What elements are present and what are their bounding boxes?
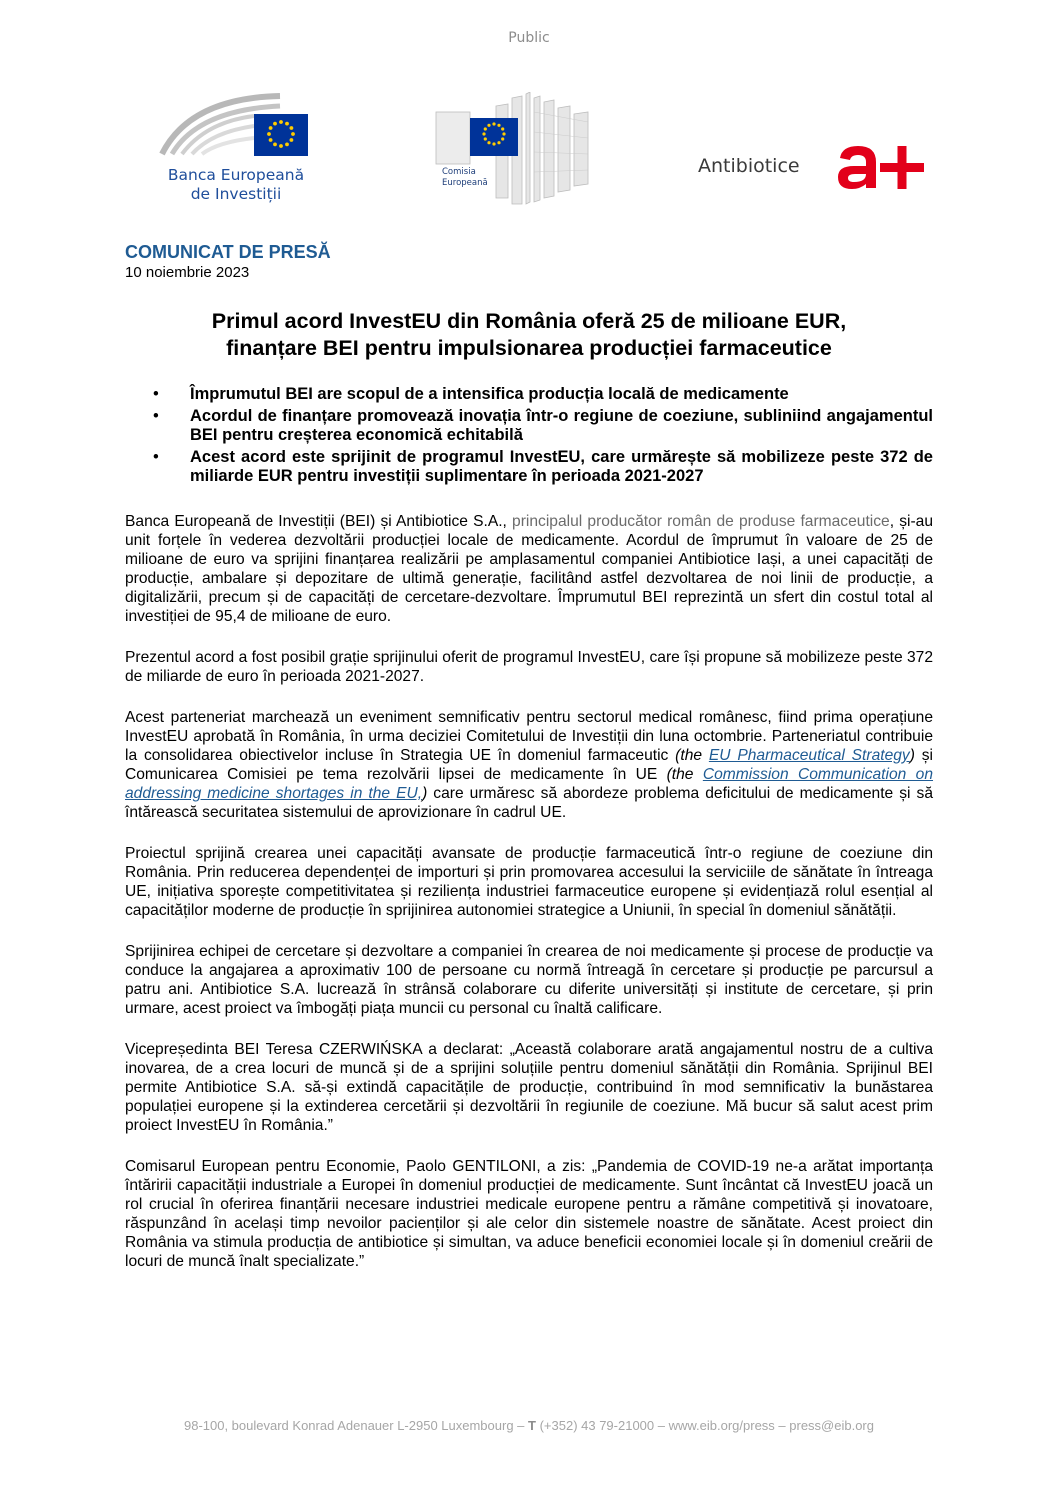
- eib-logo-line2: de Investiții: [190, 185, 282, 203]
- paragraph-text: care urmăresc să abordeze problema deficitului de medicamente și să întărească securitatea sistemului de aprovizionare în cadrul UE.: [125, 785, 933, 821]
- press-release-date: 10 noiembrie 2023: [125, 264, 250, 281]
- paragraph-text: Banca Europeană de Investiții (BEI) și Antibiotice S.A.,: [125, 513, 513, 530]
- medicine-shortages-communication-link[interactable]: Commission Communication on addressing medicine shortages in the EU,: [125, 766, 934, 802]
- antibiotice-logo: [696, 140, 932, 195]
- article-body: [125, 512, 933, 1293]
- eu-pharmaceutical-strategy-link[interactable]: EU Pharmaceutical Strategy: [708, 747, 910, 764]
- eib-logo: [150, 92, 320, 217]
- eib-logo-caption: [156, 166, 316, 204]
- footer-address: 98-100, boulevard Konrad Adenauer L-2950 Luxembourg –: [183, 1418, 529, 1433]
- paragraph-text: ): [909, 747, 915, 764]
- paragraph-investeu: Prezentul acord a fost posibil grație sprijinului oferit de programul InvestEU, care își propune să mobilizeze peste 372 de miliarde de euro în perioada 2021-2027.: [125, 649, 933, 685]
- paragraph-quote-commissioner: Comisarul European pentru Economie, Paolo GENTILONI, a zis: „Pandemia de COVID-19 ne-a arătat importanța întăririi capacității industriale a Europei în domeniul producției de medicamente. Sunt încântat că InvestEU joacă un rol crucial în oferirea finanțării necesare industriei medicale europene pentru a rămâne competitivă și inovatoare, răspunzând în același timp nevoilor pacienților și ale celor din sistemele noastre de sănătate. Acest proiect din România va stimula producția de antibiotice și simultan, va aduce beneficii economiei locale și în domeniul creării de locuri de muncă înalt specializate.”: [125, 1158, 933, 1270]
- antibiotice-a-plus-icon: [836, 142, 928, 192]
- paragraph-research: Sprijinirea echipei de cercetare și dezvoltare a companiei în crearea de noi medicamente și procese de producție va conduce la angajarea a aproximativ 100 de persoane cu normă întreagă în cercetare și producție pe parcursul a patru ani. Antibiotice S.A. lucrează în strânsă colaborare cu diferite universități și institute de cercetare, și prin urmare, acest proiect va îmbogăți piața muncii cu personal cu înaltă calificare.: [125, 943, 933, 1017]
- key-point-text: Acordul de finanțare promovează inovația într-o regiune de coeziune, subliniind angajamentul BEI pentru creșterea economică echitabilă: [190, 407, 933, 444]
- classification-label: Public: [508, 30, 550, 46]
- headline-line1: Primul acord InvestEU din România oferă 25 de milioane EUR,: [211, 309, 847, 333]
- ec-logo-caption: [442, 167, 532, 189]
- company-description: principalul producător român de produse farmaceutice: [512, 513, 890, 530]
- paragraph-partnership: [125, 708, 933, 822]
- bullet-icon: •: [153, 448, 159, 466]
- ec-logo-line1: Comisia: [442, 167, 476, 177]
- paragraph-quote-eib: Vicepreședinta BEI Teresa CZERWIŃSKA a declarat: „Această colaborare arată angajamentul nostru de a cultiva inovarea, de a crea locuri de muncă și de a sprijini soluțiile pentru domeniul sănătății din România. Sprijinul BEI permite Antibiotice S.A. să-și extindă capacitățile de producție, contribuind în mod semnificativ la bunăstarea populației europene și la extinderea cercetării și dezvoltării în regiunile de coeziune. Mă bucur să salut acest prim proiect InvestEU în România.”: [125, 1041, 933, 1134]
- key-point: [125, 407, 933, 445]
- press-release-label: COMUNICAT DE PRESĂ: [125, 242, 331, 262]
- european-commission-logo: [430, 92, 595, 207]
- paragraph-text: (the: [675, 747, 709, 764]
- paragraph-text: , și-au unit forțele în vederea dezvoltării producției locale de medicamente. Acordul de împrumut în valoare de 25 de milioane de euro va sprijini finanțarea realizării pe amplasamentul companiei Antibiotice Iași, a unei capacități de producție, ambalare și depozitare de ultimă generație, facilitând astfel dezvoltarea de noi linii de producție, a digitalizării, precum și de capacități de cercetare-dezvoltare. Împrumutul BEI reprezintă un sfert din costul total al investiției de 95,4 de milioane de euro.: [125, 513, 933, 625]
- key-point: [125, 448, 933, 486]
- key-point-text: Împrumutul BEI are scopul de a intensifica producția locală de medicamente: [190, 385, 789, 403]
- key-point: [125, 385, 933, 404]
- footer-phone-label: T: [528, 1418, 536, 1433]
- paragraph-text: și Comunicarea Comisiei pe tema rezolvării lipsei de medicamente în UE: [125, 747, 934, 783]
- ec-logo-line2: Europeană: [442, 178, 488, 188]
- headline: [125, 308, 933, 362]
- footer-contact: [0, 1418, 1058, 1433]
- paragraph-project: Proiectul sprijină crearea unei capacități avansate de producție farmaceutică într-o regiune de coeziune din România. Prin reducerea dependenței de importuri și prin promovarea accesului la serviciile de sănătate în întreaga UE, inițiativa sporește competitivitatea și reziliența industriei farmaceutice europene și evidențiază rolul esențial al capacităților moderne de producție în sprijinirea autonomiei strategice a Uniunii, în special în domeniul sănătății.: [125, 845, 933, 919]
- paragraph-text: Acest parteneriat marchează un eveniment semnificativ pentru sectorul medical românesc, fiind prima operațiune InvestEU aprobată în România, în urma deciziei Comitetului de Investiții din luna octombrie. Parteneriatul contribuie la consolidarea obiectivelor incluse în Strategia UE în domeniul farmaceutic: [125, 709, 933, 764]
- key-point-text: Acest acord este sprijinit de programul InvestEU, care urmărește să mobilizeze peste 372 de miliarde EUR pentru investiții suplimentare în perioada 2021-2027: [190, 448, 933, 485]
- antibiotice-logo-word: Antibiotice: [698, 155, 800, 177]
- bullet-icon: •: [153, 407, 159, 425]
- bullet-icon: •: [153, 385, 159, 403]
- footer-contact-details: (+352) 43 79-21000 – www.eib.org/press – press@eib.org: [535, 1418, 874, 1433]
- eib-emblem-icon: [150, 92, 320, 167]
- ec-building-icon: [430, 92, 595, 207]
- eib-logo-line1: Banca Europeană: [167, 166, 305, 184]
- paragraph-intro: [125, 512, 933, 626]
- paragraph-text: ): [422, 785, 428, 802]
- key-points-list: [125, 385, 933, 489]
- paragraph-text: (the: [666, 766, 703, 783]
- headline-line2: finanțare BEI pentru impulsionarea producției farmaceutice: [226, 336, 832, 360]
